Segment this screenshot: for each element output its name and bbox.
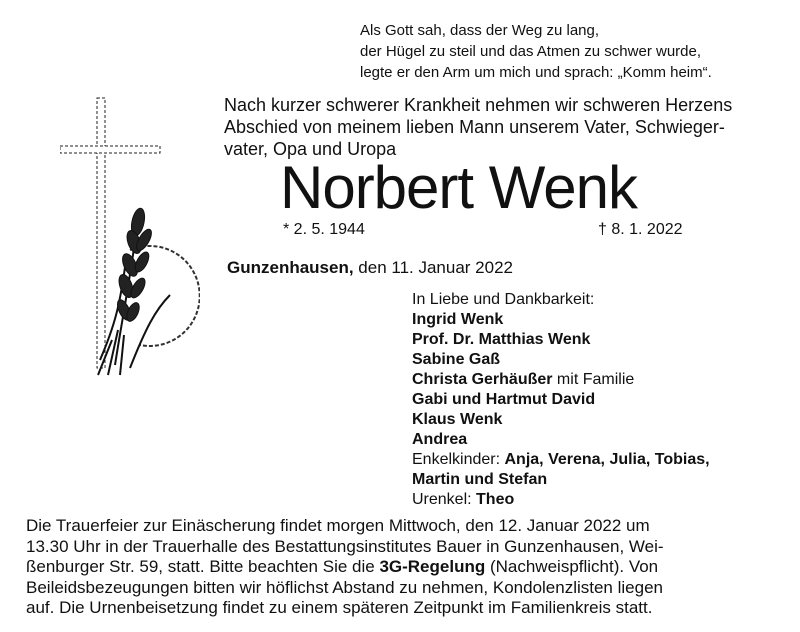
intro-line: vater, Opa und Uropa bbox=[224, 139, 397, 159]
place-date bbox=[227, 257, 513, 279]
intro-line: Abschied von meinem lieben Mann unserem Vater, Schwieger- bbox=[224, 117, 725, 137]
mourner-name: Andrea bbox=[412, 431, 468, 448]
birth-date: * 2. 5. 1944 bbox=[283, 221, 365, 238]
poem bbox=[360, 20, 780, 83]
place: Gunzenhausen, bbox=[227, 258, 354, 277]
mourner-name: Christa Gerhäußer mit Familie bbox=[412, 371, 635, 388]
funeral-line: Die Trauerfeier zur Einäscherung findet morgen Mittwoch, den 12. Januar 2022 um bbox=[26, 516, 650, 535]
grandchildren-cont: Martin und Stefan bbox=[412, 471, 548, 488]
great-grandchildren: Urenkel: Theo bbox=[412, 491, 515, 508]
mourner-name: Gabi und Hartmut David bbox=[412, 391, 596, 408]
cross-with-wheat-icon bbox=[60, 90, 200, 380]
date: den 11. Januar 2022 bbox=[353, 258, 514, 277]
mourner-name: Prof. Dr. Matthias Wenk bbox=[412, 331, 591, 348]
grandchildren: Enkelkinder: Anja, Verena, Julia, Tobias, bbox=[412, 451, 710, 468]
poem-line: legte er den Arm um mich und sprach: „Komm heim“. bbox=[360, 64, 712, 81]
funeral-line: 13.30 Uhr in der Trauerhalle des Bestattungsinstitutes Bauer in Gunzenhausen, Wei- bbox=[26, 536, 664, 556]
intro-line: Nach kurzer schwerer Krankheit nehmen wir schweren Herzens bbox=[224, 95, 733, 115]
death-date: † 8. 1. 2022 bbox=[598, 221, 683, 238]
funeral-line: ßenburger Str. 59, statt. Bitte beachten Sie die 3G-Regelung (Nachweispflicht). Von bbox=[26, 557, 659, 576]
mourners-heading: In Liebe und Dankbarkeit: bbox=[412, 291, 595, 308]
deceased-name: Norbert Wenk bbox=[280, 154, 638, 221]
funeral-line: auf. Die Urnenbeisetzung findet zu einem späteren Zeitpunkt im Familienkreis statt. bbox=[26, 598, 653, 617]
poem-line: Als Gott sah, dass der Weg zu lang, bbox=[360, 22, 600, 39]
mourner-name: Ingrid Wenk bbox=[412, 311, 504, 328]
mourner-name: Sabine Gaß bbox=[412, 351, 501, 368]
mourners-list bbox=[412, 290, 792, 510]
funeral-line: Beileidsbezeugungen bitten wir höflichst Abstand zu nehmen, Kondolenzlisten liegen bbox=[26, 577, 663, 597]
funeral-notice bbox=[26, 516, 782, 619]
poem-line: der Hügel zu steil und das Atmen zu schwer wurde, bbox=[360, 43, 702, 60]
mourner-name: Klaus Wenk bbox=[412, 411, 503, 428]
intro-text bbox=[224, 94, 784, 160]
